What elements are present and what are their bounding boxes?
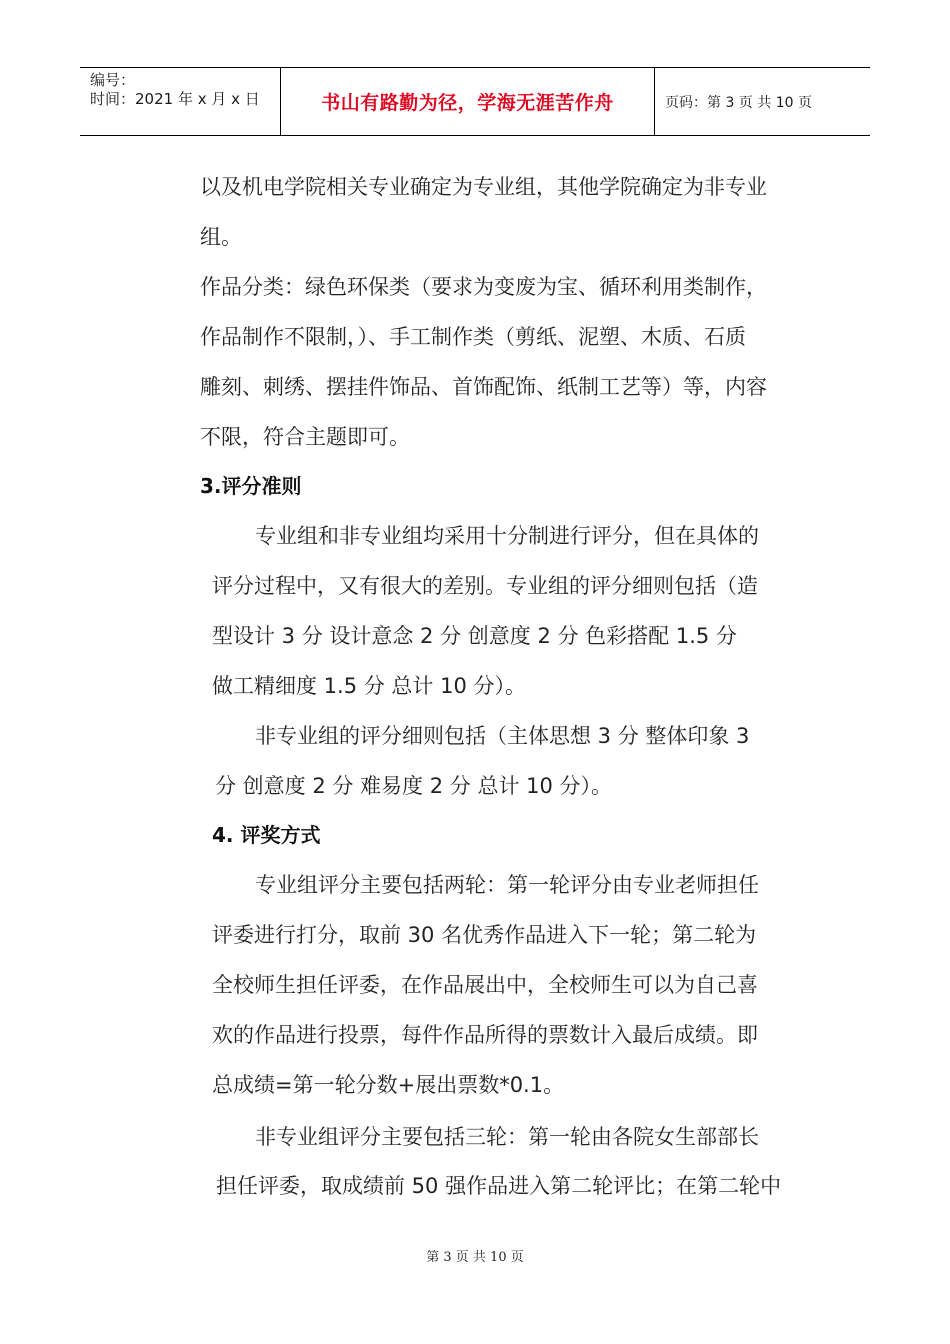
paragraph-line: 总成绩=第一轮分数+展出票数*0.1。 [212,1073,565,1097]
document-date-label: 时间：2021 年 x 月 x 日 [90,90,260,108]
document-header [80,67,870,136]
paragraph-line: 担任评委，取成绩前 50 强作品进入第二轮评比；在第二轮中 [216,1174,782,1198]
paragraph-line: 作品制作不限制，）、手工制作类（剪纸、泥塑、木质、石质 [200,325,746,349]
paragraph-line: 专业组评分主要包括两轮：第一轮评分由专业老师担任 [255,873,759,897]
header-motto: 书山有路勤为径，学海无涯苦作舟 [281,68,655,135]
paragraph-line: 非专业组评分主要包括三轮：第一轮由各院女生部部长 [255,1125,759,1149]
paragraph-line: 型设计 3 分 设计意念 2 分 创意度 2 分 色彩搭配 1.5 分 [212,624,737,648]
document-number-label: 编号： [90,71,136,89]
header-page-info: 页码：第 3 页 共 10 页 [665,94,812,111]
paragraph-line: 做工精细度 1.5 分 总计 10 分）。 [212,674,526,698]
section-heading-awards: 4. 评奖方式 [212,823,321,847]
paragraph-line: 评委进行打分，取前 30 名优秀作品进入下一轮；第二轮为 [212,923,757,947]
paragraph-line: 分 创意度 2 分 难易度 2 分 总计 10 分）。 [215,774,613,798]
paragraph-line: 雕刻、刺绣、摆挂件饰品、首饰配饰、纸制工艺等）等，内容 [200,375,767,399]
header-meta-cell [80,68,281,135]
paragraph-line: 以及机电学院相关专业确定为专业组，其他学院确定为非专业 [200,175,767,199]
section-heading-scoring: 3.评分准则 [200,474,302,498]
paragraph-line: 组。 [200,225,242,249]
page-footer: 第 3 页 共 10 页 [426,1250,524,1265]
paragraph-line: 作品分类：绿色环保类（要求为变废为宝、循环利用类制作， [200,275,767,299]
paragraph-line: 评分过程中，又有很大的差别。专业组的评分细则包括（造 [212,574,758,598]
paragraph-line: 欢的作品进行投票，每件作品所得的票数计入最后成绩。即 [212,1023,758,1047]
paragraph-line: 全校师生担任评委，在作品展出中，全校师生可以为自己喜 [212,973,758,997]
paragraph-line: 非专业组的评分细则包括（主体思想 3 分 整体印象 3 [255,724,750,748]
paragraph-line: 不限，符合主题即可。 [200,425,410,449]
paragraph-line: 专业组和非专业组均采用十分制进行评分，但在具体的 [255,524,759,548]
